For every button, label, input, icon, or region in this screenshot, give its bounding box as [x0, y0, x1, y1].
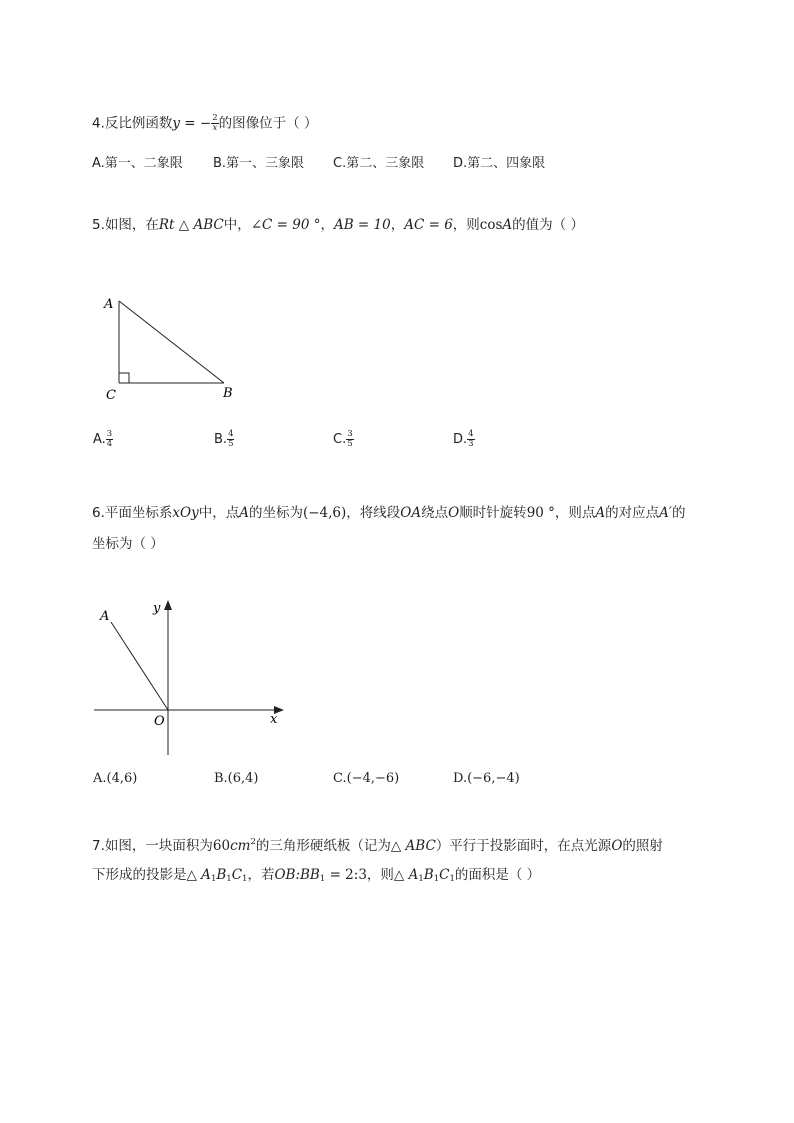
q5-option-c-num: 3: [347, 429, 353, 439]
q6-option-d: D.(−6,−4): [453, 771, 520, 786]
q6-option-a: A.(4,6): [93, 771, 138, 786]
q7-l2-text-1: 下形成的投影是: [92, 867, 187, 883]
q6-text-9: 的: [672, 505, 686, 521]
q7-triangle-abc: △ ABC: [390, 838, 436, 854]
q7-l2-a: △ A: [186, 867, 211, 883]
right-angle-mark: [119, 373, 129, 383]
q5-option-c: [333, 430, 354, 449]
q7-l2-text-3: ，则: [366, 867, 394, 883]
q7-area-value: 60: [212, 838, 231, 854]
q5-option-b-num: 4: [228, 429, 234, 439]
question-4-stem: [92, 114, 317, 133]
q5-option-a-num: 3: [106, 429, 113, 439]
q6-text-3: 的坐标为: [248, 505, 303, 521]
q5-option-b: [214, 430, 234, 449]
q7-text-2: 的三角形硬纸板（记为: [255, 838, 391, 854]
q7-l2-ratio-rhs: = 2:3: [325, 867, 367, 883]
label-x: x: [270, 712, 278, 727]
vertex-label-b: B: [223, 386, 233, 401]
q7-text-1: 7.如图，一块面积为: [92, 838, 213, 854]
q6-point-o: O: [448, 505, 460, 521]
label-y: y: [153, 601, 161, 616]
q7-l2-b: B: [216, 867, 227, 883]
q5-comma-1: ，: [320, 217, 334, 233]
q5-comma-2: ，: [390, 217, 405, 233]
q6-segment-oa: OA: [400, 505, 422, 521]
q6-option-b: B.(6,4): [214, 771, 259, 786]
q6-text-4: ，将线段: [346, 505, 401, 521]
q7-l2-c-2: C: [439, 867, 450, 883]
q7-l2-a-2-sub: 1: [418, 874, 424, 884]
label-o: O: [154, 714, 165, 729]
q4-option-b: B.第一、三象限: [213, 156, 305, 171]
q4-option-d: D.第二、四象限: [453, 156, 546, 171]
q5-option-d-num: 4: [468, 429, 474, 439]
q5-ab-length: AB = 10: [333, 217, 391, 233]
q7-l2-a-2: △ A: [393, 867, 419, 883]
q7-l2-a-sub: 1: [210, 874, 217, 884]
question-7-stem: [92, 833, 663, 855]
q5-angle-c: ∠C = 90 °: [250, 217, 321, 233]
q6-coordinate-figure: [90, 595, 290, 760]
q6-angle: 90 °: [526, 505, 555, 521]
q7-l2-text-4: 的面积是（ ）: [454, 867, 541, 883]
q6-text-7: ，则点: [554, 505, 596, 521]
q4-function-lhs: y = −: [172, 115, 212, 132]
q4-fraction: [211, 114, 218, 133]
q7-l2-b-sub: 1: [226, 874, 232, 884]
q4-frac-den: x: [212, 123, 218, 133]
q6-stem-line-2: 坐标为（ ）: [92, 536, 164, 552]
label-a: A: [100, 609, 110, 624]
q6-point-a: A: [239, 505, 249, 521]
q4-option-a: A.第一、二象限: [92, 156, 183, 171]
q7-stem-line-2: [92, 866, 540, 888]
q6-point-a-prime: A′: [659, 505, 672, 521]
q7-l2-b-2: B: [423, 867, 434, 883]
segment-oa: [111, 622, 168, 710]
q5-option-a: [93, 430, 113, 449]
q5-text-3: ，则: [452, 217, 480, 233]
question-6-stem: [92, 504, 686, 522]
q6-point-a-2: A: [595, 505, 606, 521]
q6-xoy: xOy: [172, 505, 199, 521]
q7-l2-c: C: [231, 867, 243, 883]
q7-point-o: O: [611, 838, 623, 854]
q5-option-b-den: 5: [228, 439, 234, 449]
q6-option-c: C.(−4,−6): [333, 771, 400, 786]
side-ab: [119, 301, 224, 383]
q4-frac-num: 2: [212, 113, 218, 123]
q6-text-8: 的对应点: [605, 505, 660, 521]
q7-l2-ratio-sub: 1: [319, 874, 326, 884]
q5-text-4: 的值为（ ）: [512, 217, 584, 233]
q5-cos-arg: A: [502, 217, 513, 233]
q4-option-c: C.第二、三象限: [333, 156, 425, 171]
q6-text-2: 中，点: [198, 505, 240, 521]
q6-text-1: 6.平面坐标系: [92, 505, 173, 521]
q7-l2-text-2: ，若: [247, 867, 275, 883]
q7-text-3: ）平行于投影面时，在点光源: [435, 838, 612, 854]
q7-l2-b-2-sub: 1: [433, 874, 440, 884]
q5-ac-length: AC = 6: [404, 217, 453, 233]
q7-l2-c-2-sub: 1: [449, 874, 455, 884]
y-axis-arrow: [164, 600, 172, 610]
q6-text-6: 顺时针旋转: [459, 505, 527, 521]
q6-text-5: 绕点: [421, 505, 449, 521]
q7-l2-c-sub: 1: [242, 874, 248, 884]
q5-option-d: [453, 430, 475, 449]
vertex-label-c: C: [106, 388, 116, 403]
q5-option-c-label: C.: [333, 432, 347, 447]
q5-option-b-label: B.: [214, 432, 228, 447]
q7-text-4: 的照射: [622, 838, 663, 854]
question-5-stem: [92, 216, 584, 234]
q7-area-unit-exp: 2: [250, 837, 256, 847]
q5-right-triangle-figure: [96, 290, 246, 405]
q6-coord: (−4,6): [302, 505, 347, 521]
q7-area-unit: cm: [230, 838, 251, 854]
vertex-label-a: A: [104, 297, 114, 312]
q5-option-c-den: 5: [347, 439, 353, 449]
q5-option-a-label: A.: [93, 432, 106, 447]
q7-l2-ratio-lhs: OB:BB: [274, 867, 320, 883]
q5-option-d-den: 3: [468, 439, 474, 449]
q5-text-2: 中，: [223, 217, 251, 233]
q5-option-d-label: D.: [453, 432, 468, 447]
q4-suffix: 的图像位于（ ）: [218, 115, 318, 132]
q5-option-a-den: 4: [106, 439, 113, 449]
q4-prefix: 4.反比例函数: [92, 115, 173, 132]
q5-text-1: 5.如图，在: [92, 217, 159, 233]
q5-triangle-name: Rt △ ABC: [158, 217, 224, 233]
q5-cos: cos: [479, 217, 503, 233]
